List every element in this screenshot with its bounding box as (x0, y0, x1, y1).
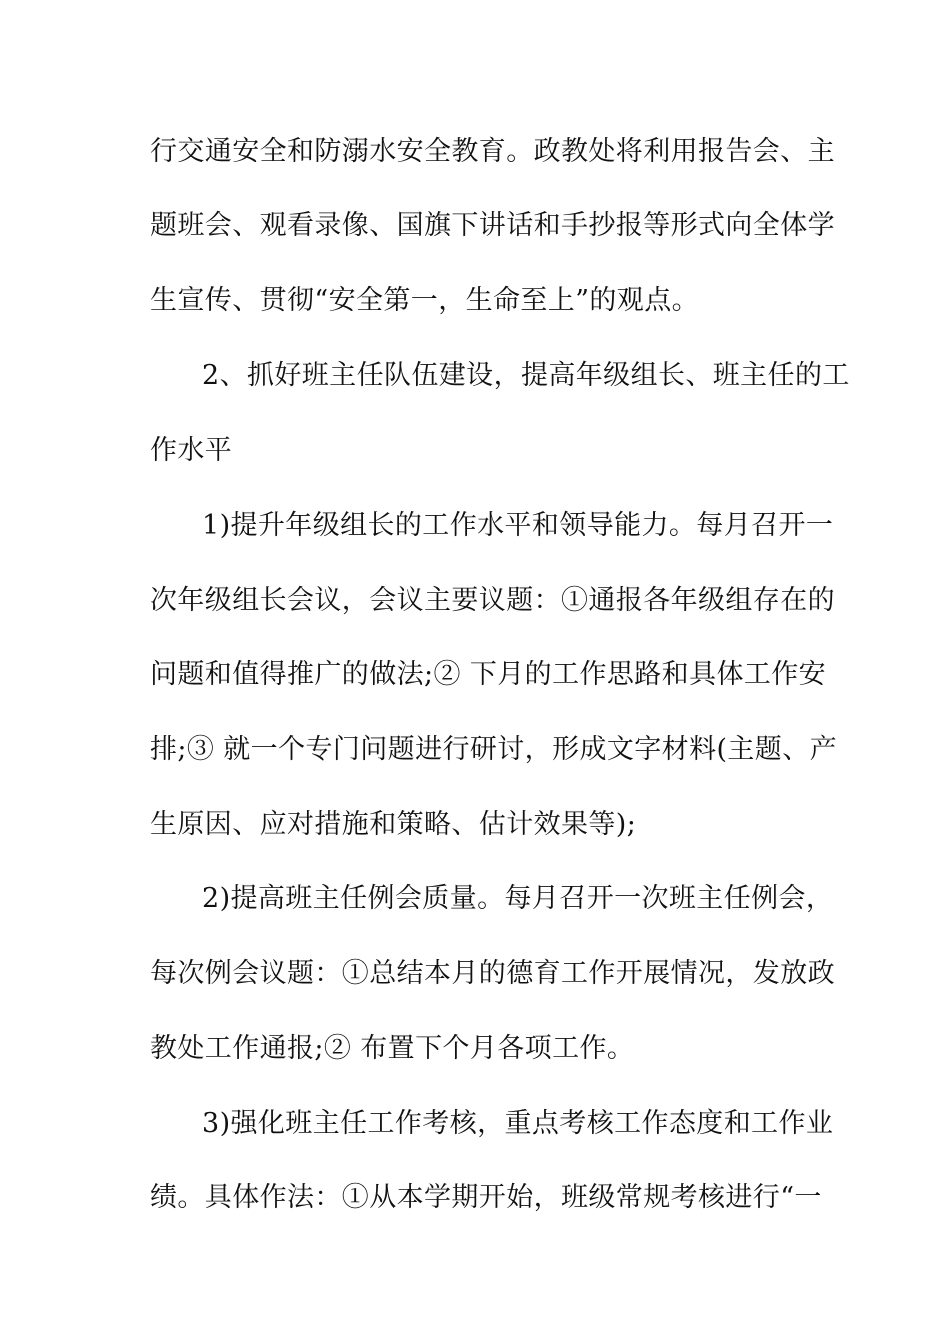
text-line: 问题和值得推广的做法;② 下月的工作思路和具体工作安 (150, 659, 827, 690)
text-line: 次年级组长会议，会议主要议题：①通报各年级组存在的 (150, 585, 835, 616)
section-heading: 作水平 (150, 435, 233, 466)
text-line: 2)提高班主任例会质量。每月召开一次班主任例会， (202, 883, 834, 914)
text-line: 生宣传、贯彻“安全第一，生命至上”的观点。 (150, 285, 700, 316)
text-line: 3)强化班主任工作考核，重点考核工作态度和工作业 (202, 1108, 834, 1139)
text-line: 教处工作通报;② 布置下个月各项工作。 (150, 1033, 635, 1064)
text-line: 1)提升年级组长的工作水平和领导能力。每月召开一 (202, 510, 834, 541)
text-line: 生原因、应对措施和策略、估计效果等); (150, 809, 637, 840)
text-line: 每次例会议题：①总结本月的德育工作开展情况，发放政 (150, 958, 835, 989)
section-heading: 2、抓好班主任队伍建设，提高年级组长、班主任的工 (202, 360, 850, 391)
text-line: 行交通安全和防溺水安全教育。政教处将利用报告会、主 (150, 136, 835, 167)
text-line: 绩。具体作法：①从本学期开始，班级常规考核进行“一 (150, 1182, 822, 1213)
text-line: 排;③ 就一个专门问题进行研讨，形成文字材料(主题、产 (150, 734, 838, 765)
text-line: 题班会、观看录像、国旗下讲话和手抄报等形式向全体学 (150, 210, 835, 241)
